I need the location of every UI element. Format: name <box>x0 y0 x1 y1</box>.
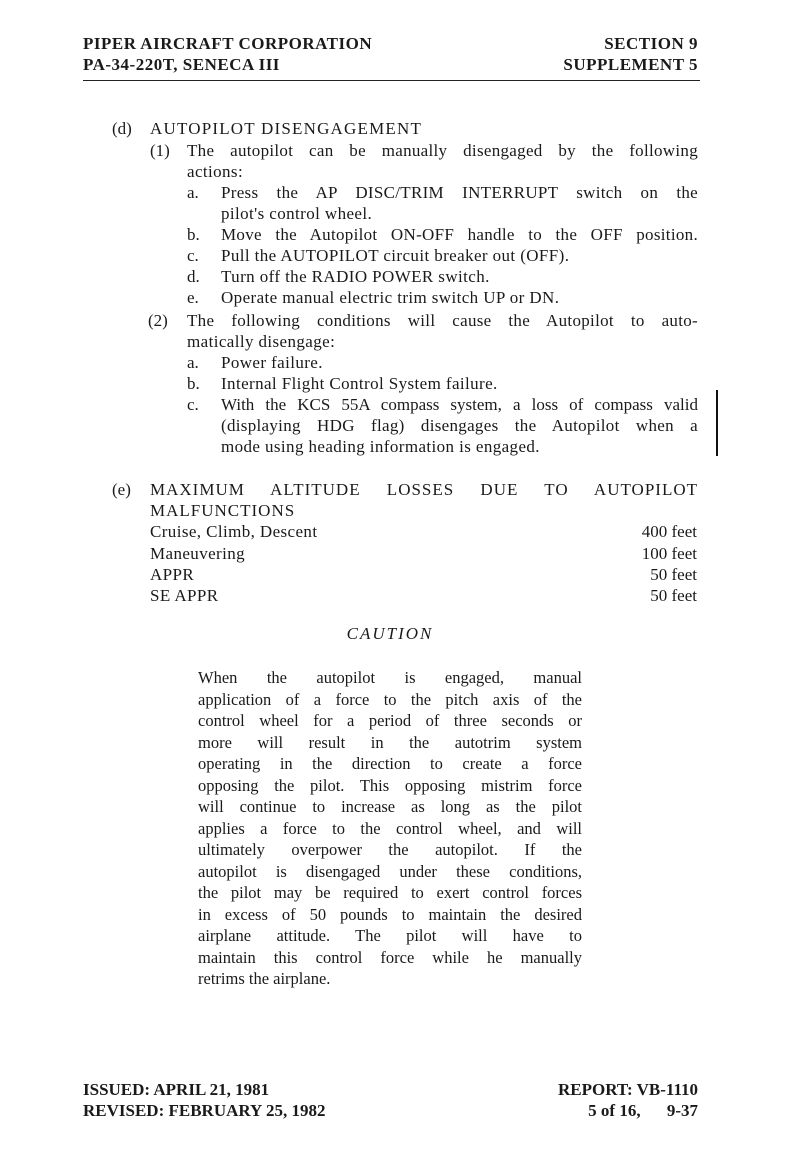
caution-line: the pilot may be required to exert control forces <box>198 883 582 902</box>
caution-line: maintain this control force while he manually <box>198 947 582 967</box>
caution-line: ultimately overpower the autopilot. If the <box>198 840 582 859</box>
caution-line: retrims the airplane. <box>198 969 331 988</box>
item-2c-line-3: mode using heading information is engaged. <box>221 437 540 456</box>
item-1d-label: d. <box>187 267 200 286</box>
item-1a-label: a. <box>187 183 199 202</box>
item-1d-line-1: Turn off the RADIO POWER switch. <box>221 267 490 286</box>
page-reference <box>558 1100 698 1121</box>
item-1a-line-2: pilot's control wheel. <box>221 204 373 223</box>
item-1b-label: b. <box>187 225 200 244</box>
item-2b-label: b. <box>187 374 200 393</box>
header-rule <box>83 80 700 81</box>
item-2-line-2: matically disengage: <box>187 332 336 351</box>
caution-title: CAUTION <box>346 624 434 643</box>
caution-line: opposing the pilot. This opposing mistrim force <box>198 775 582 795</box>
item-1-line-1: The autopilot can be manually disengaged by the following <box>187 141 698 160</box>
altitude-row-mode: Maneuvering <box>150 544 246 563</box>
item-1e-label: e. <box>187 288 199 307</box>
header-left <box>83 33 372 75</box>
page-of: 5 of 16, <box>588 1101 641 1120</box>
section-d-label: (d) <box>112 119 132 138</box>
aircraft-model: PA-34-220T, SENECA III <box>83 55 280 74</box>
page-number: 9-37 <box>666 1101 698 1120</box>
caution-line: airplane attitude. The pilot will have to <box>198 926 582 945</box>
item-1b-line-1: Move the Autopilot ON-OFF handle to the OFF position. <box>221 225 698 244</box>
supplement-number: SUPPLEMENT 5 <box>563 55 698 74</box>
caution-line: control wheel for a period of three seconds or <box>198 711 582 730</box>
item-1a-line-1: Press the AP DISC/TRIM INTERRUPT switch on the <box>221 183 698 202</box>
footer-left <box>83 1079 325 1121</box>
caution-line: operating in the direction to create a force <box>198 754 582 773</box>
item-2-label: (2) <box>148 311 168 330</box>
footer-right <box>558 1079 698 1121</box>
altitude-row-loss: 100 feet <box>641 544 697 563</box>
caution-line: autopilot is disengaged under these conditions, <box>198 861 582 881</box>
section-e-title-line-2: MALFUNCTIONS <box>150 501 296 520</box>
item-2c-line-2: (displaying HDG flag) disengages the Autopilot when a <box>221 416 698 435</box>
section-e-title-line-1: MAXIMUM ALTITUDE LOSSES DUE TO AUTOPILOT <box>150 480 698 499</box>
item-2b-line-1: Internal Flight Control System failure. <box>221 374 498 393</box>
altitude-row-mode: Cruise, Climb, Descent <box>150 522 318 541</box>
report-number: REPORT: VB-1110 <box>558 1080 698 1099</box>
caution-line: When the autopilot is engaged, manual <box>198 668 582 687</box>
revised-date: REVISED: FEBRUARY 25, 1982 <box>83 1101 326 1120</box>
altitude-row-loss: 50 feet <box>650 586 697 605</box>
item-1c-label: c. <box>187 246 199 265</box>
issued-date: ISSUED: APRIL 21, 1981 <box>83 1080 270 1099</box>
item-2c-line-1: With the KCS 55A compass system, a loss of compass valid <box>221 395 698 414</box>
item-2a-label: a. <box>187 353 199 372</box>
item-1-line-2: actions: <box>187 162 244 181</box>
altitude-row-loss: 400 feet <box>641 522 697 541</box>
item-1e-line-1: Operate manual electric trim switch UP or DN. <box>221 288 560 307</box>
item-1-label: (1) <box>150 141 170 160</box>
altitude-row-mode: SE APPR <box>150 586 219 605</box>
section-e-label: (e) <box>112 480 131 499</box>
section-number: SECTION 9 <box>604 34 698 53</box>
item-2-line-1: The following conditions will cause the Autopilot to auto- <box>187 311 698 330</box>
item-2a-line-1: Power failure. <box>221 353 323 372</box>
item-1c-line-1: Pull the AUTOPILOT circuit breaker out (OFF). <box>221 246 570 265</box>
caution-line: applies a force to the control wheel, and will <box>198 818 582 838</box>
company-name: PIPER AIRCRAFT CORPORATION <box>83 34 373 53</box>
caution-line: application of a force to the pitch axis of the <box>198 689 582 709</box>
revision-change-bar <box>716 390 718 456</box>
altitude-row-mode: APPR <box>150 565 195 584</box>
caution-line: in excess of 50 pounds to maintain the desired <box>198 904 582 924</box>
altitude-row-loss: 50 feet <box>650 565 697 584</box>
caution-line: more will result in the autotrim system <box>198 732 582 752</box>
section-d-title: AUTOPILOT DISENGAGEMENT <box>150 119 423 138</box>
item-2c-label: c. <box>187 395 199 414</box>
header-right <box>563 33 698 75</box>
caution-line: will continue to increase as long as the pilot <box>198 797 582 816</box>
